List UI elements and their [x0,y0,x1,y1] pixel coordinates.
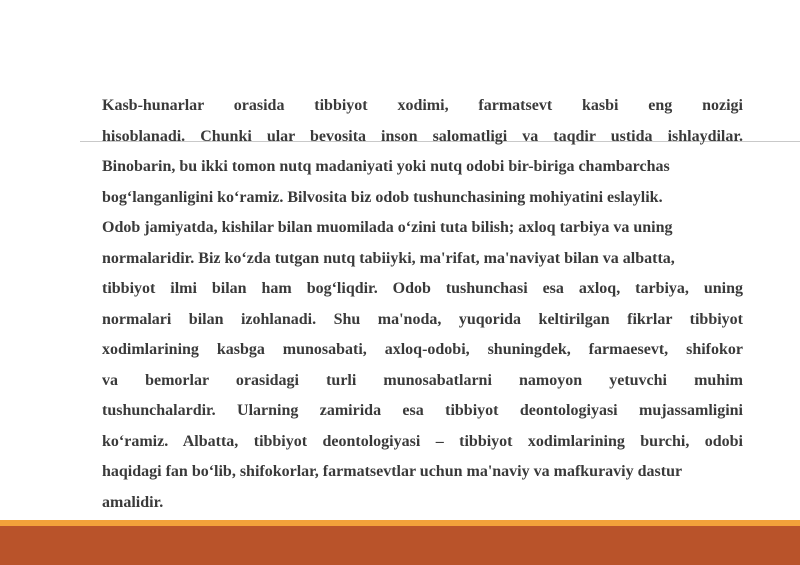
body-paragraph [102,91,743,518]
paragraph-line-14: amalidir. [102,493,164,511]
paragraph-line-4: bog‘langanligini ko‘ramiz. Bilvosita biz odob tushunchasining mohiyatini eslaylik. [102,188,663,206]
paragraph-line-3: Binobarin, bu ikki tomon nutq madaniyati yoki nutq odobi bir-biriga chambarchas [102,158,670,175]
paragraph-line-8: normalari bilan izohlanadi. Shu ma'noda, yuqorida keltirilgan fikrlar tibbiyot [102,310,743,328]
paragraph-line-11: tushunchalardir. Ularning zamirida esa tibbiyot deontologiyasi mujassamligini [102,402,743,419]
paragraph-line-1: Kasb-hunarlar orasida tibbiyot xodimi, farmatsevt kasbi eng nozigi [102,97,743,114]
paragraph-line-12: ko‘ramiz. Albatta, tibbiyot deontologiyasi – tibbiyot xodimlarining burchi, odobi [102,432,743,450]
footer-bar [0,526,800,565]
paragraph-line-13: haqidagi fan bo‘lib, shifokorlar, farmatsevtlar uchun ma'naviy va mafkuraviy dastur [102,463,683,480]
paragraph-line-5: Odob jamiyatda, kishilar bilan muomilada o‘zini tuta bilish; axloq tarbiya va uning [102,219,673,236]
paragraph-line-6: normalaridir. Biz ko‘zda tutgan nutq tabiiyki, ma'rifat, ma'naviyat bilan va albatta, [102,249,675,267]
paragraph-line-10: va bemorlar orasidagi turli munosabatlarni namoyon yetuvchi muhim [102,371,743,389]
paragraph-line-9: xodimlarining kasbga munosabati, axloq-odobi, shuningdek, farmaesevt, shifokor [102,341,743,358]
paragraph-line-2: hisoblanadi. Chunki ular bevosita inson salomatligi va taqdir ustida ishlaydilar. [102,127,743,145]
paragraph-line-7: tibbiyot ilmi bilan ham bog‘liqdir. Odob tushunchasi esa axloq, tarbiya, uning [102,280,743,297]
